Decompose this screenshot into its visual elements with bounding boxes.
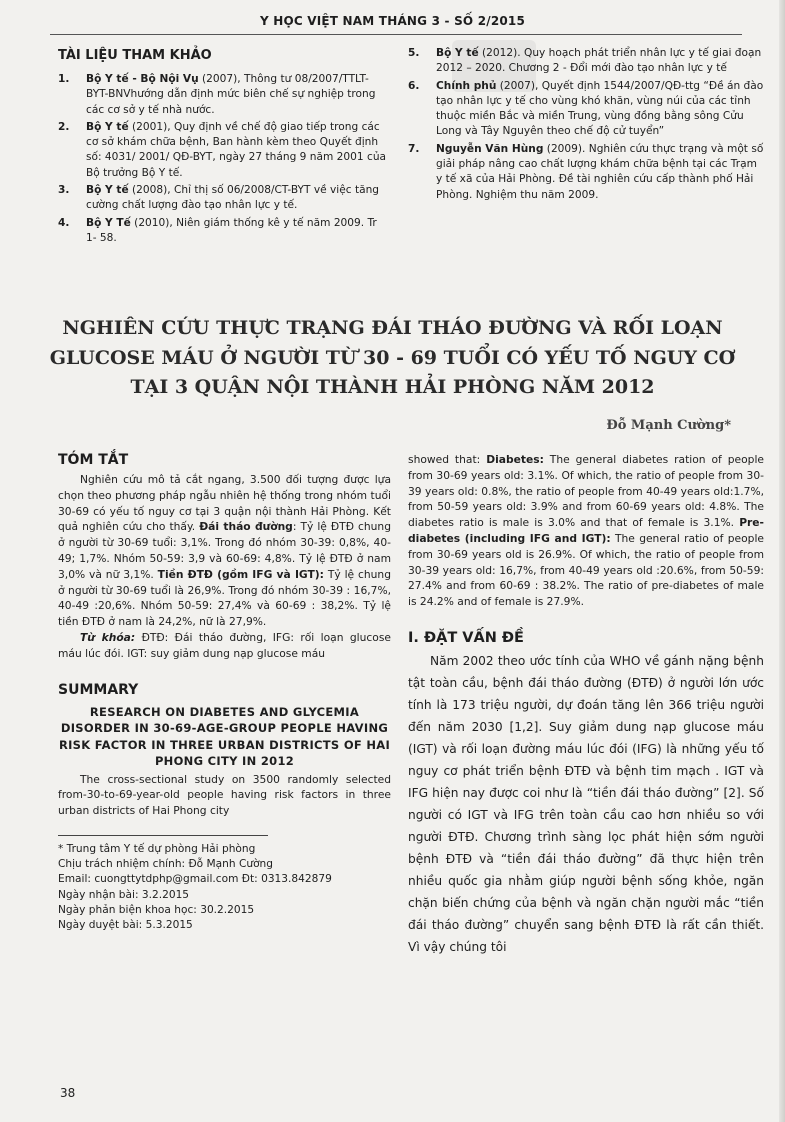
- reference-text: (2010), Niên giám thống kê y tế năm 2009. Tr 1- 58.: [86, 216, 377, 244]
- keywords-text: ĐTĐ: Đái tháo đường, IFG: rối loạn glucose máu lúc đói. IGT: suy giảm dung nạp glucose máu: [58, 630, 391, 660]
- running-header: Y HỌC VIỆT NAM THÁNG 3 - SỐ 2/2015: [259, 14, 526, 28]
- reference-author: Nguyễn Văn Hùng: [436, 142, 544, 155]
- reference-author: Chính phủ: [436, 79, 497, 92]
- reference-author: Bộ Y tế - Bộ Nội Vụ: [86, 73, 199, 85]
- reference-number: 6.: [408, 79, 420, 92]
- article-title-line: GLUCOSE MÁU Ở NGƯỜI TỪ 30 - 69 TUỔI CÓ YẾU TỐ NGUY CƠ: [49, 346, 736, 369]
- summary-bold-term: Diabetes:: [486, 453, 544, 466]
- reference-item: [408, 142, 765, 203]
- reference-text: (2008), Chỉ thị số 06/2008/CT-BYT về việc tăng cường chất lượng đào tạo nhân lực y tế.: [86, 184, 380, 212]
- reference-item: [58, 120, 388, 181]
- article-title-line: NGHIÊN CỨU THỰC TRẠNG ĐÁI THÁO ĐƯỜNG VÀ RỐI LOẠN: [62, 317, 723, 339]
- right-column: [408, 452, 764, 958]
- article-title: [40, 314, 745, 403]
- reference-text: (2012). Quy hoạch phát triển nhân lực y tế giai đoạn 2012 – 2020. Chương 2 - Đổi mới đào tạo nhân lực y tế: [436, 47, 762, 75]
- reference-number: 7.: [408, 142, 420, 155]
- reference-number: 2.: [58, 120, 70, 133]
- reference-item: [408, 46, 765, 77]
- reference-author: Bộ Y Tế: [86, 216, 131, 229]
- reference-author: Bộ Y tế: [86, 184, 129, 197]
- summary-paragraph-continued: [408, 452, 764, 610]
- reference-text: (2009). Nghiên cứu thực trạng và một số giải pháp nâng cao chất lượng khám chữa bệnh tại các Trạm y tế xã của Hải Phòng. Đề tài nghiên cứu cấp thành phố Hải Phòng. Nghiệm thu năm 2009.: [436, 142, 764, 201]
- abstract-text: Nghiên cứu mô tả cắt ngang, 3.500 đối tượng được lựa chọn theo phương pháp ngẫu nhiên hệ thống trong nhóm tuổi 30-69 có yếu tố nguy cơ tại 3 quận nội thành Hải Phòng. Kết quả nghiên cứu cho thấy.: [58, 473, 391, 534]
- footnote-affiliation: * Trung tâm Y tế dự phòng Hải phòng: [58, 842, 256, 855]
- reference-number: 1.: [58, 73, 70, 85]
- article-author: Đỗ Mạnh Cường*: [606, 418, 731, 433]
- footnote: [58, 842, 391, 933]
- reference-text: (2001), Quy định về chế độ giao tiếp trong các cơ sở khám chữa bệnh, Ban hành kèm theo Quyết định số: 4031/ 2001/ QĐ-BYT, ngày 27 tháng 9 năm 2001 của Bộ trưởng Bộ Y tế.: [86, 120, 387, 179]
- reference-item: [58, 72, 388, 118]
- keywords-paragraph: [58, 630, 391, 662]
- footnote-accepted-date: Ngày duyệt bài: 5.3.2015: [58, 918, 193, 931]
- footnote-received-date: Ngày nhận bài: 3.2.2015: [58, 888, 190, 901]
- references-right-column: [408, 46, 765, 205]
- article-title-line: TẠI 3 QUẬN NỘI THÀNH HẢI PHÒNG NĂM 2012: [130, 376, 655, 398]
- reference-author: Bộ Y tế: [86, 120, 129, 133]
- summary-title: RESEARCH ON DIABETES AND GLYCEMIA DISORDER IN 30-69-AGE-GROUP PEOPLE HAVING RISK FACTOR IN THREE URBAN DISTRICTS OF HAI PHONG CITY IN 2012: [58, 704, 391, 769]
- reference-item: [58, 183, 388, 214]
- references-left-column: [58, 72, 388, 248]
- intro-heading: I. ĐẶT VẤN ĐỀ: [408, 629, 524, 646]
- abstract-text: Tỷ lệ chung ở người từ 30-69 tuổi là 26,9%. Trong đó nhóm 30-39 : 16,7%, 40-49 :20,6%. Nhóm 50-59: 27,4% và 60-69 : 38,2%. Tỷ lệ tiền ĐTĐ ở nam là 24,2%, nữ là 27,9%.: [58, 567, 391, 629]
- reference-number: 5.: [408, 47, 420, 59]
- abstract-heading: TÓM TẮT: [58, 452, 129, 468]
- abstract-bold-term: Đái tháo đường: [199, 520, 293, 534]
- reference-item: [408, 79, 765, 140]
- reference-item: [58, 216, 388, 247]
- references-title: TÀI LIỆU THAM KHẢO: [58, 48, 212, 63]
- summary-heading: SUMMARY: [58, 681, 139, 698]
- page-edge-shadow: [779, 0, 785, 1122]
- intro-section: [408, 650, 764, 958]
- abstract-text: : Tỷ lệ ĐTĐ chung ở người từ 30-69 tuổi: 3,1%. Trong đó nhóm 30-39: 0,8%, 40-49; 1,7%. Nhóm 50-59: 3,9 và 60-69: 4,8%. Tỷ lệ ĐTĐ ở nam 3,0% và nữ 3,1%.: [58, 520, 391, 581]
- reference-text: (2007), Quyết định 1544/2007/QĐ-ttg “Đề án đào tạo nhân lực y tế cho vùng khó khăn, vùng núi của các tỉnh thuộc miền Bắc và miền Trung, vùng đồng bằng sông Cửu Long và Tây Nguyên theo chế độ cử tuyển”: [436, 79, 764, 138]
- footnote-responsible: Chịu trách nhiệm chính: Đỗ Mạnh Cường: [58, 858, 273, 871]
- summary-text: The general diabetes ration of people from 30-69 years old: 3.1%. Of which, the ratio of people from 30-39 years old: 0.8%, the ratio of people from 40-49 years old:1.7%, from 50-59 years old: 3.9% and from 60-69 years old: 4.8%. The diabetes ratio is male is 3.0% and that of female is 3.1%.: [408, 453, 764, 530]
- page-number: 38: [60, 1086, 76, 1100]
- footnote-contact: Email: cuongttytdphp@gmail.com Đt: 0313.842879: [58, 873, 332, 886]
- summary-bold-term: Pre-diabetes (including IFG and IGT):: [408, 516, 764, 545]
- left-column: [58, 452, 391, 933]
- reference-author: Bộ Y tế: [436, 47, 479, 59]
- reference-text: (2007), Thông tư 08/2007/TTLT-BYT-BNVhướng dẫn định mức biên chế sự nghiệp trong các cơ sở y tế nhà nước.: [86, 73, 376, 116]
- abstract-bold-term: Tiền ĐTĐ (gồm IFG và IGT):: [157, 567, 324, 581]
- summary-text: showed that:: [408, 453, 487, 466]
- reference-number: 3.: [58, 184, 70, 197]
- footnote-review-date: Ngày phản biện khoa học: 30.2.2015: [58, 903, 255, 916]
- abstract-paragraph: [58, 472, 391, 630]
- intro-paragraph: Năm 2002 theo ước tính của WHO về gánh nặng bệnh tật toàn cầu, bệnh đái tháo đường (ĐTĐ) ở người lớn ước tính là 173 triệu người, dự đoán tăng lên 366 triệu người đến năm 2030 [1,2]. Suy giảm dung nạp glucose máu (IGT) và rối loạn đường máu lúc đói (IFG) là những yếu tố nguy cơ phát triển bệnh ĐTĐ và bệnh tim mạch . IGT và IFG hiện nay được coi như là “tiền đái tháo đường” [2]. Số người có IGT và IFG trên toàn cầu cao hơn nhiều so với người ĐTĐ. Chương trình sàng lọc phát hiện sớm người bệnh ĐTĐ và “tiền đái tháo đường” đã thực hiện trên nhiều quốc gia nhằm giúp người bệnh sống khỏe, ngăn chặn biến chứng của bệnh và ngăn chặn người mắc “tiền đái tháo đường” chuyển sang bệnh ĐTĐ là rất cần thiết. Vì vậy chúng tôi: [408, 653, 764, 954]
- footnote-rule: [58, 835, 268, 836]
- reference-number: 4.: [58, 216, 70, 229]
- summary-text: The general ratio of people from 30-69 years old is 26.9%. Of which, the ratio of people from 30-39 years old: 16,7%, from 40-49 years old :20.6%, from 50-59: 27.4% and from 60-69 : 38.2%. The ratio of pre-diabetes of male is 24.2% and of female is 27.9%.: [408, 531, 764, 609]
- keywords-label: Từ khóa:: [80, 630, 136, 644]
- summary-paragraph-start: The cross-sectional study on 3500 randomly selected from-30-to-69-year-old people having risk factors in three urban districts of Hai Phong city: [58, 772, 391, 818]
- header-rule: [50, 34, 742, 35]
